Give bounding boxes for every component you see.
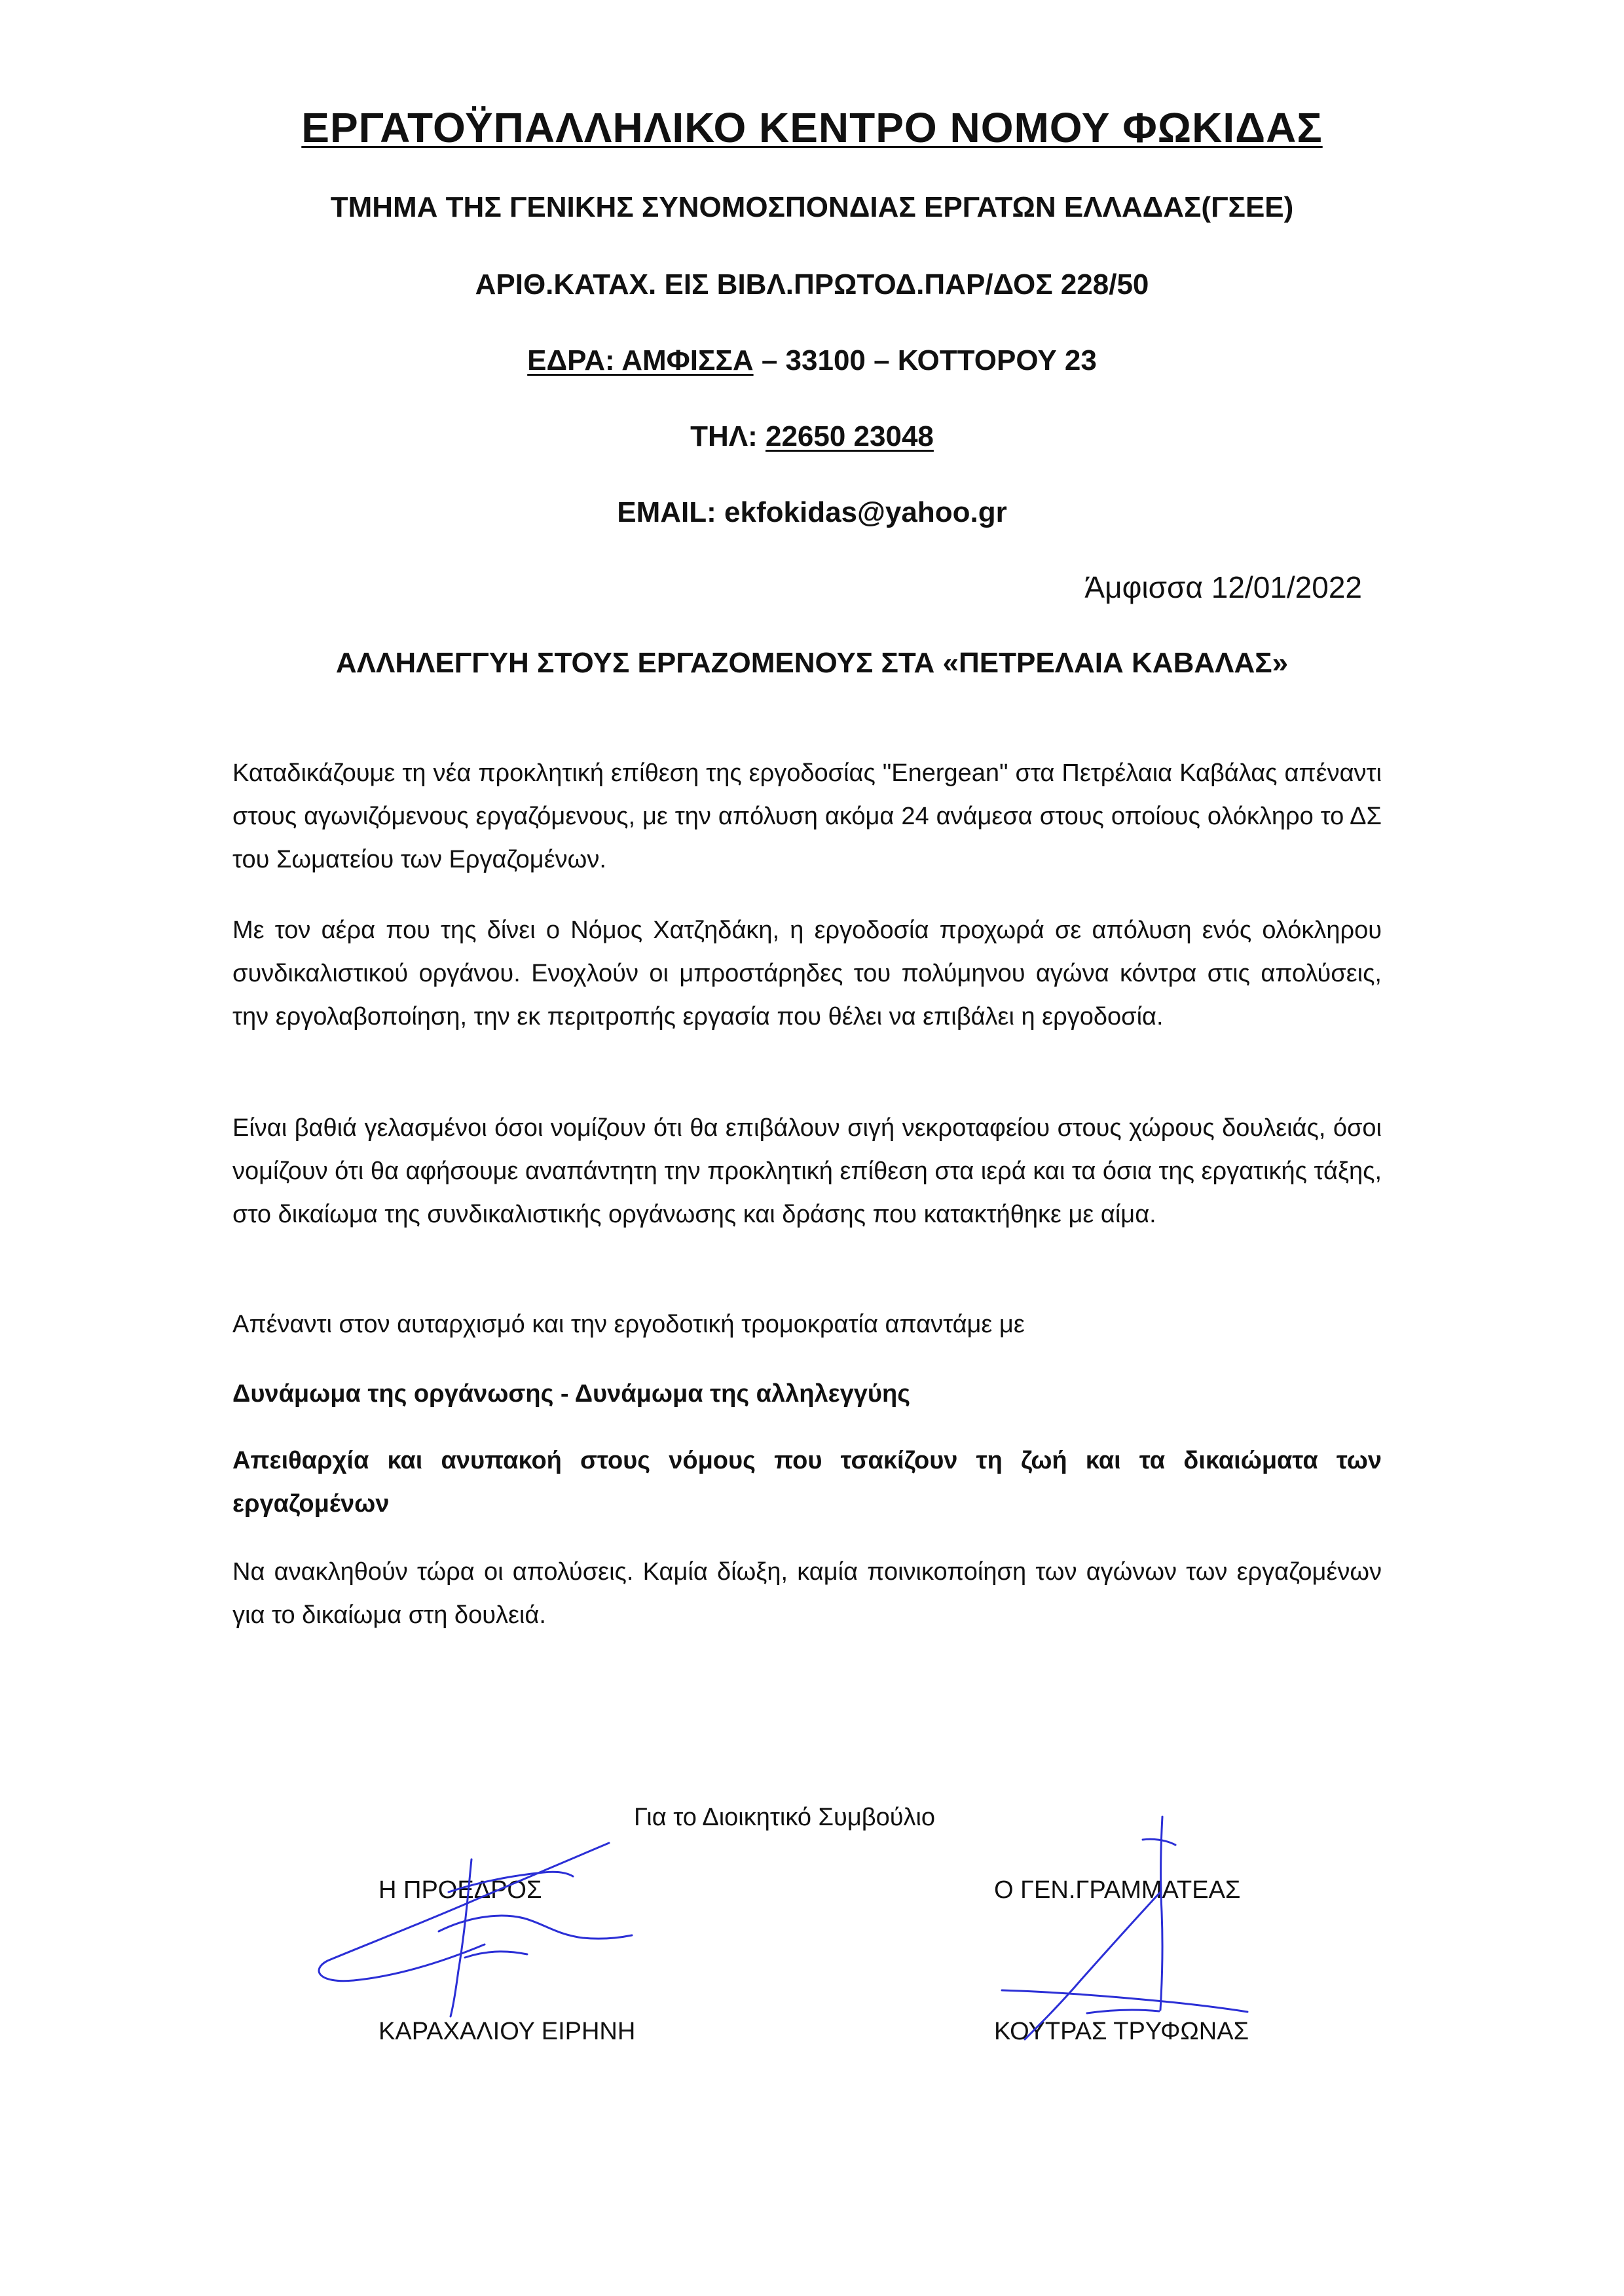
subject-heading: ΑΛΛΗΛΕΓΓΥΗ ΣΤΟΥΣ ΕΡΓΑΖΟΜΕΝΟΥΣ ΣΤΑ «ΠΕΤΡΕΛΑΙΑ ΚΑΒΑΛΑΣ» (335, 647, 1289, 679)
paragraph-demand: Να ανακληθούν τώρα οι απολύσεις. Καμία δίωξη, καμία ποινικοποίηση των αγώνων των εργαζομένων για το δικαίωμα στη δουλειά. (232, 1558, 1382, 1629)
seat-line (0, 344, 1624, 377)
phone-number: 22650 23048 (765, 420, 934, 452)
slogan-disobedience: Απειθαρχία και ανυπακοή στους νόμους που τσακίζουν τη ζωή και τα δικαιώματα των εργαζομένων (232, 1447, 1382, 1518)
secretary-name: ΚΟΥΤΡΑΣ ΤΡΥΦΩΝΑΣ (994, 2018, 1249, 2045)
phone-line (0, 420, 1624, 453)
seat-label: ΕΔΡΑ: ΑΜΦΙΣΣΑ (527, 344, 754, 376)
paragraph-2: Με τον αέρα που της δίνει ο Νόμος Χατζηδάκη, η εργοδοσία προχωρά σε απόλυση ενός ολόκληρου συνδικαλιστικού οργάνου. Ενοχλούν οι μπροστάρηδες του πολύμηνου αγώνα κόντρα στις απολύσεις, την εργολαβοποίηση, την εκ περιτροπής εργασία που θέλει να επιβάλει η εργοδοσία. (232, 917, 1382, 1030)
paragraph-3: Είναι βαθιά γελασμένοι όσοι νομίζουν ότι θα επιβάλουν σιγή νεκροταφείου στους χώρους δουλειάς, όσοι νομίζουν ότι θα αφήσουμε αναπάντητη την προκλητική επίθεση στα ιερά και τα όσια της εργατικής τάξης, στο δικαίωμα της συνδικαλιστικής οργάνωσης και δράσης που κατακτήθηκε με αίμα. (232, 1114, 1382, 1228)
registration-line: ΑΡΙΘ.ΚΑΤΑΧ. ΕΙΣ ΒΙΒΛ.ΠΡΩΤΟΔ.ΠΑΡ/ΔΟΣ 228/50 (475, 268, 1149, 301)
date-line: Άμφισσα 12/01/2022 (1084, 570, 1362, 604)
seat-address: – 33100 – ΚΟΤΤΟΡΟΥ 23 (753, 344, 1097, 376)
department-line: ΤΜΗΜΑ ΤΗΣ ΓΕΝΙΚΗΣ ΣΥΝΟΜΟΣΠΟΝΔΙΑΣ ΕΡΓΑΤΩΝ ΕΛΛΑΔΑΣ(ΓΣΕΕ) (330, 191, 1294, 223)
paragraph-1: Καταδικάζουμε τη νέα προκλητική επίθεση της εργοδοσίας "Energean" στα Πετρέλαια Καβάλας απέναντι στους αγωνιζόμενους εργαζόμενους, με την απόλυση ακόμα 24 ανάμεσα στους οποίους ολόκληρο το ΔΣ του Σωματείου των Εργαζομένων. (232, 759, 1382, 873)
email-address: ekfokidas@yahoo.gr (724, 496, 1007, 528)
paragraph-4: Απέναντι στον αυταρχισμό και την εργοδοτική τρομοκρατία απαντάμε με (232, 1311, 1025, 1338)
email-line (0, 496, 1624, 529)
for-board-label: Για το Διοικητικό Συμβούλιο (634, 1804, 936, 1831)
organization-title: ΕΡΓΑΤΟΫΠΑΛΛΗΛΙΚΟ ΚΕΝΤΡΟ ΝΟΜΟΥ ΦΩΚΙΔΑΣ (301, 104, 1323, 151)
slogan-organisation: Δυνάμωμα της οργάνωσης - Δυνάμωμα της αλληλεγγύης (232, 1380, 910, 1408)
president-title: Η ΠΡΟΕΔΡΟΣ (378, 1876, 542, 1904)
president-name: ΚΑΡΑΧΑΛΙΟΥ ΕΙΡΗΝΗ (378, 2018, 636, 2045)
email-label: EMAIL: (617, 496, 725, 528)
phone-label: ΤΗΛ: (690, 420, 766, 452)
president-signature (308, 1820, 648, 2030)
secretary-signature (989, 1813, 1264, 2062)
secretary-title: Ο ΓΕΝ.ΓΡΑΜΜΑΤΕΑΣ (994, 1876, 1241, 1904)
